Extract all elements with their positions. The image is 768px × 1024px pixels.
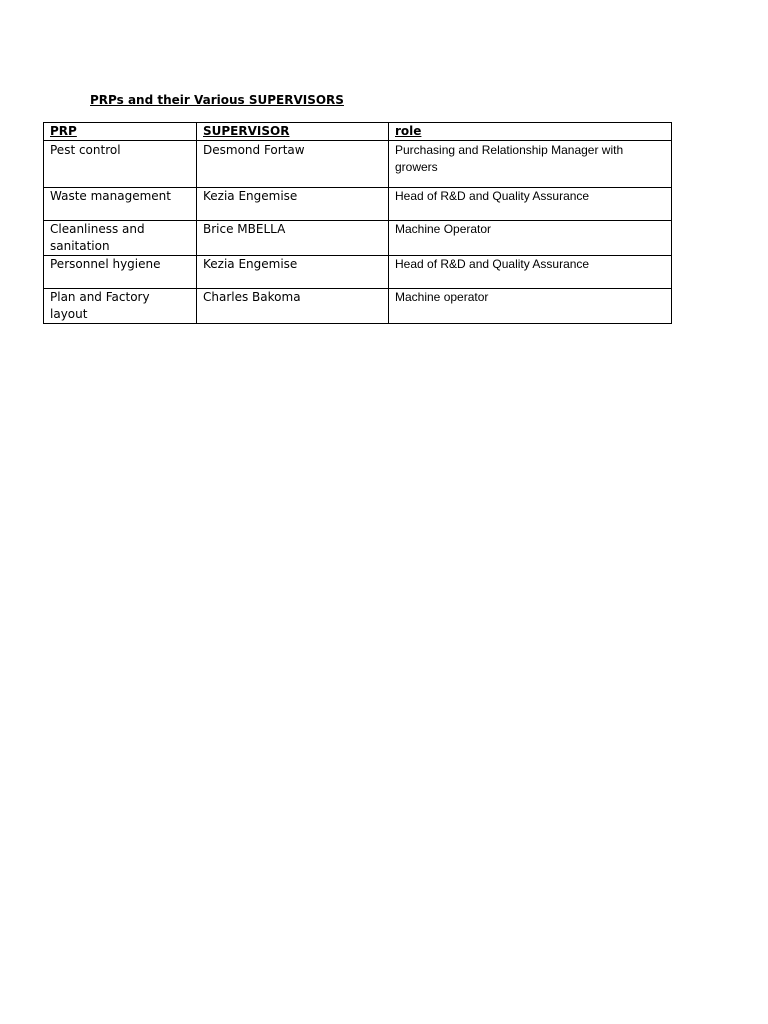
table-row bbox=[44, 188, 672, 221]
cell-role: Machine Operator bbox=[389, 221, 672, 256]
cell-prp: Waste management bbox=[44, 188, 197, 221]
cell-prp: Personnel hygiene bbox=[44, 256, 197, 289]
table-row bbox=[44, 289, 672, 324]
prp-supervisor-table bbox=[43, 122, 672, 324]
cell-prp: Cleanliness and sanitation bbox=[44, 221, 197, 256]
cell-prp: Plan and Factory layout bbox=[44, 289, 197, 324]
cell-supervisor: Brice MBELLA bbox=[197, 221, 389, 256]
header-supervisor: SUPERVISOR bbox=[197, 123, 389, 141]
table-row bbox=[44, 221, 672, 256]
cell-supervisor: Kezia Engemise bbox=[197, 256, 389, 289]
cell-role: Head of R&D and Quality Assurance bbox=[389, 256, 672, 289]
document-title: PRPs and their Various SUPERVISORS bbox=[90, 93, 344, 107]
cell-role: Purchasing and Relationship Manager with growers bbox=[389, 141, 672, 188]
cell-supervisor: Charles Bakoma bbox=[197, 289, 389, 324]
header-prp: PRP bbox=[44, 123, 197, 141]
cell-role: Head of R&D and Quality Assurance bbox=[389, 188, 672, 221]
header-role: role bbox=[389, 123, 672, 141]
cell-prp: Pest control bbox=[44, 141, 197, 188]
cell-supervisor: Kezia Engemise bbox=[197, 188, 389, 221]
cell-supervisor: Desmond Fortaw bbox=[197, 141, 389, 188]
table-header-row bbox=[44, 123, 672, 141]
cell-role: Machine operator bbox=[389, 289, 672, 324]
table-row bbox=[44, 256, 672, 289]
table-row bbox=[44, 141, 672, 188]
